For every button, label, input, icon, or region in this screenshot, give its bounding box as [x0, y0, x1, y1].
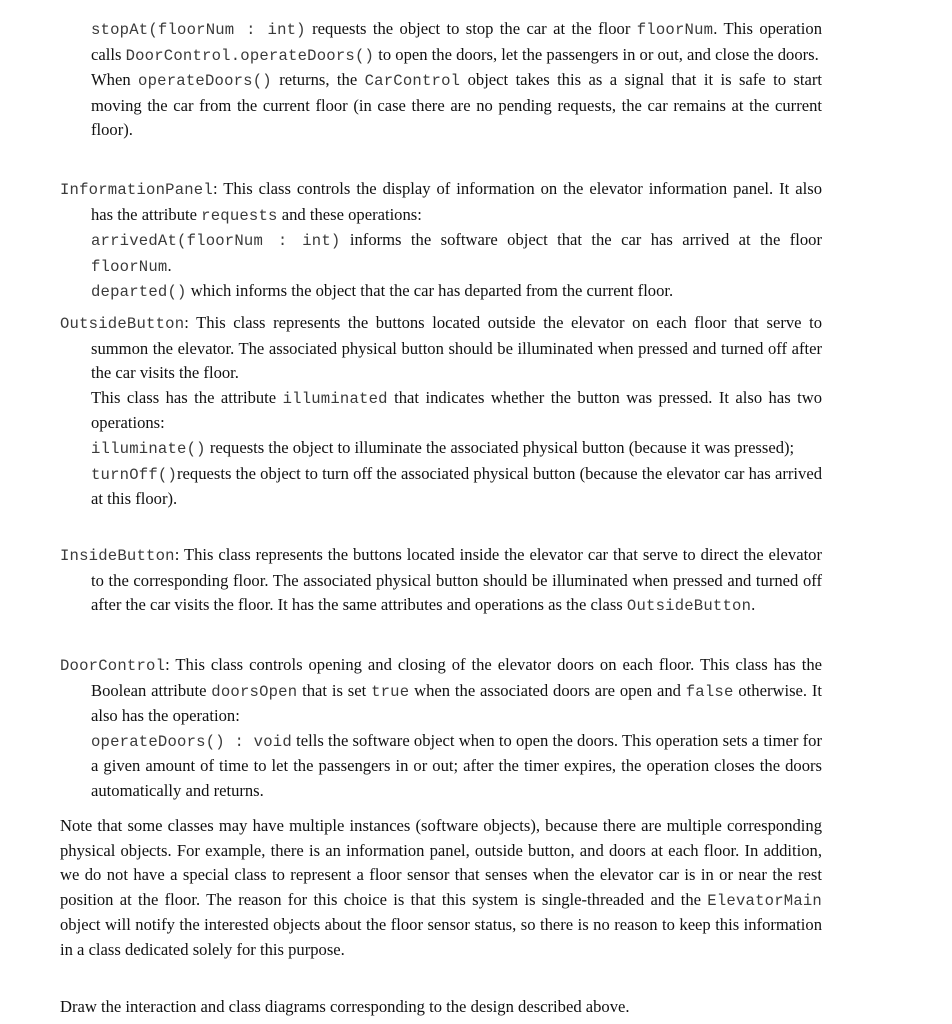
class-name-door-control: DoorControl — [60, 657, 166, 675]
inside-button-block — [60, 543, 822, 619]
task-text: Draw the interaction and class diagrams corresponding to the design described above. — [60, 997, 630, 1016]
operatedoors-operation: operateDoors() : void tells the software object when to open the doors. This operation sets a timer for a given amount of time to let the passengers in or out; after the timer expires, the operation closes the doors automatically and returns. — [91, 730, 822, 800]
class-name-information-panel: InformationPanel — [60, 181, 213, 199]
arrivedat-operation: arrivedAt(floorNum : int) informs the software object that the car has arrived at the floor floorNum. — [91, 230, 822, 276]
door-control-description: DoorControl: This class controls opening and closing of the elevator doors on each floor. This class has the Boolean attribute doorsOpen that is set true when the associated doors are open and false otherwise. It also has the operation: — [60, 655, 823, 726]
outside-button-block — [60, 311, 822, 512]
inside-button-description: InsideButton: This class represents the buttons located inside the elevator car that serve to direct the elevator to the corresponding floor. The associated physical button should be illuminated when pressed and turned off after the car visits the floor. It has the same attributes and operations as the class OutsideButton. — [60, 545, 822, 616]
door-control-block — [60, 653, 822, 804]
information-panel-description: InformationPanel: This class controls the display of information on the elevator information panel. It also has the attribute requests and these operations: — [60, 179, 822, 225]
stopat-return-description: When operateDoors() returns, the CarControl object takes this as a signal that it is safe to start moving the car from the current floor (in case there are no pending requests, the car remains at the current floor). — [91, 70, 822, 140]
outside-button-description: OutsideButton: This class represents the buttons located outside the elevator on each floor that serve to summon the elevator. The associated physical button should be illuminated when pressed and turned off after the car visits the floor. — [60, 313, 822, 383]
departed-operation: departed() which informs the object that the car has departed from the current floor. — [91, 281, 674, 302]
outside-button-attribute: This class has the attribute illuminated that indicates whether the button was pressed. It also has two operations: — [91, 387, 822, 433]
task-instruction — [60, 995, 822, 1020]
illuminate-operation: illuminate() requests the object to illuminate the associated physical button (because it was pressed); — [91, 437, 795, 458]
turnoff-operation: turnOff()requests the object to turn off the associated physical button (because the elevator car has arrived at this floor). — [91, 463, 822, 509]
class-name-outside-button: OutsideButton — [60, 315, 185, 333]
stopat-signature: stopAt(floorNum : int) — [91, 21, 306, 39]
note-paragraph — [60, 814, 822, 963]
stopat-description: stopAt(floorNum : int) requests the object to stop the car at the floor floorNum. This operation calls DoorControl.operateDoors() to open the doors, let the passengers in or out, and close the doors. — [91, 19, 822, 65]
stopat-operation-block — [91, 17, 822, 143]
information-panel-block — [60, 177, 822, 305]
note-text: Note that some classes may have multiple instances (software objects), because there are multiple corresponding physical objects. For example, there is an information panel, outside button, and doors at each floor. In addition, we do not have a special class to represent a floor sensor that senses when the elevator car is in or near the rest position at the floor. The reason for this choice is that this system is single-threaded and the ElevatorMain object will notify the interested objects about the floor sensor status, so there is no reason to keep this information in a class dedicated solely for this purpose. — [60, 816, 822, 959]
class-name-inside-button: InsideButton — [60, 547, 175, 565]
